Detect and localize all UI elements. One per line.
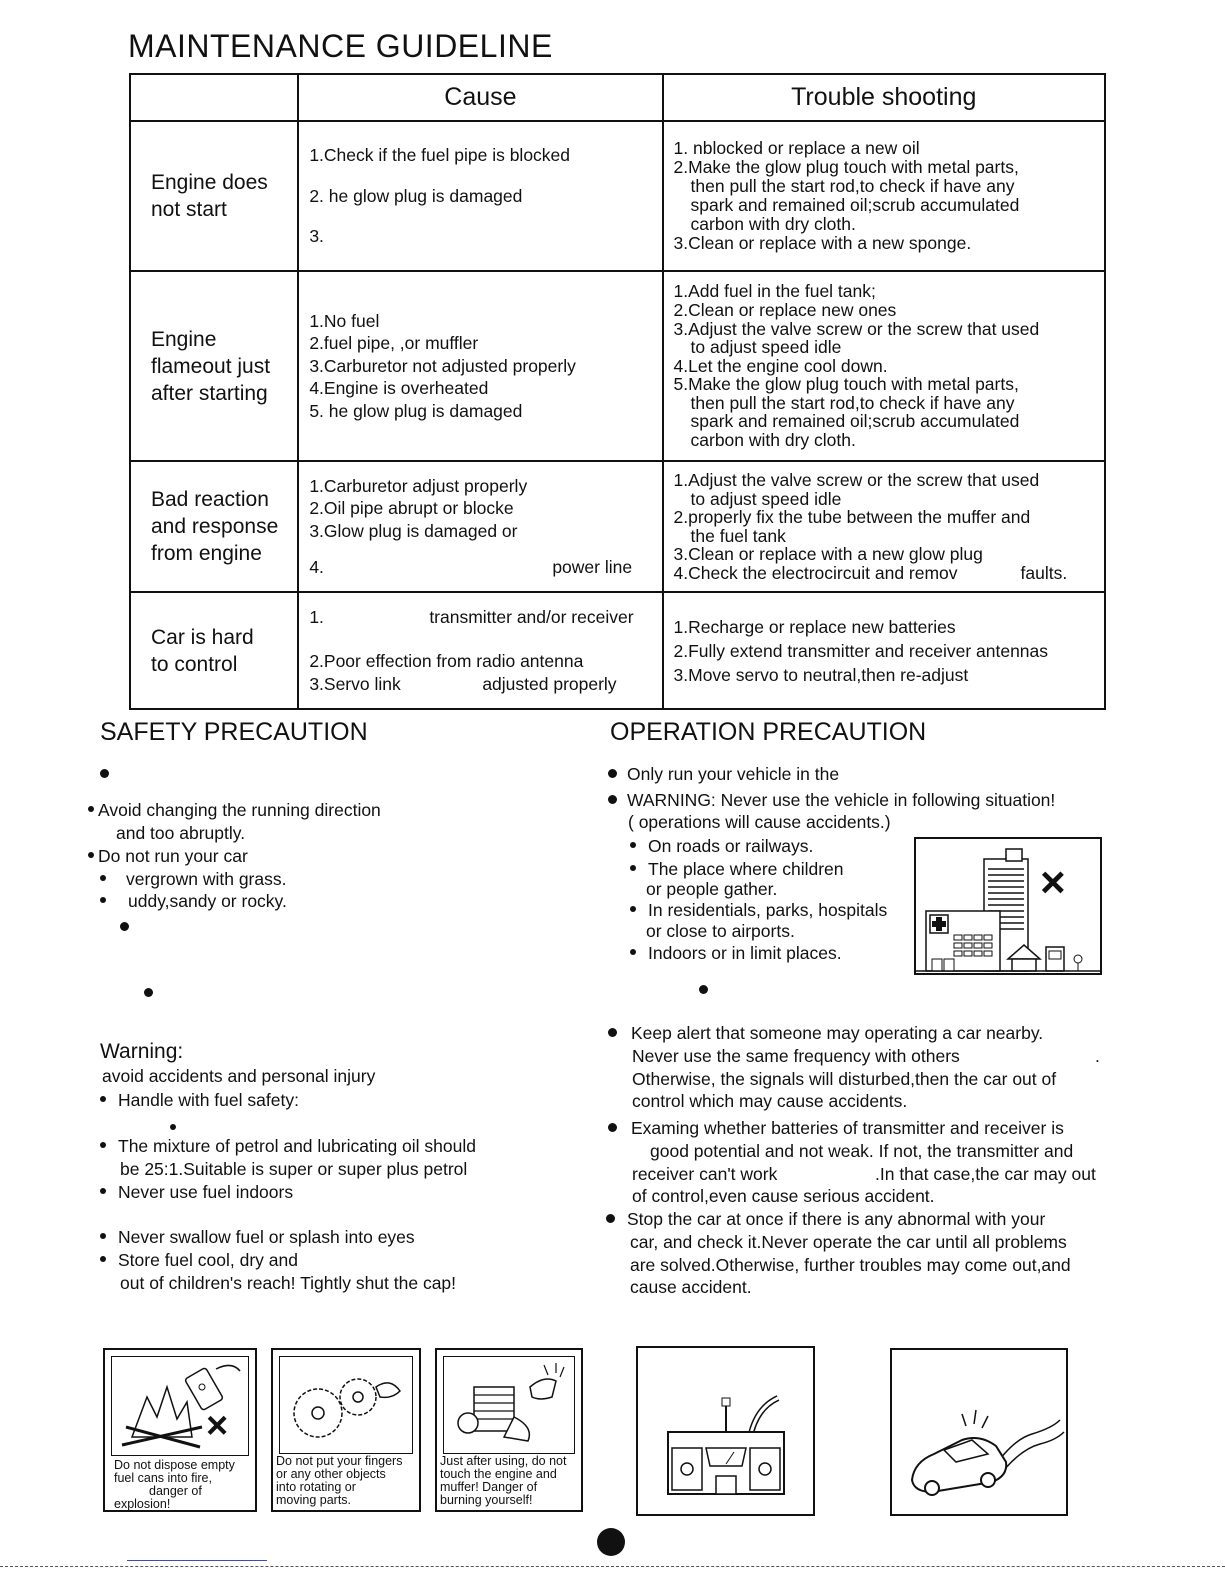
- fix-cell: [663, 461, 1105, 592]
- fix-line: 2.properly fix the tube between the muffer and: [673, 507, 1031, 527]
- cause-line-1: [309, 606, 653, 629]
- cause-line: 3.Servo link: [309, 673, 401, 694]
- table-row: [130, 121, 1105, 271]
- operation-line: [630, 942, 842, 965]
- fix-line: 3.Clean or replace with a new sponge.: [673, 233, 972, 253]
- warning-line: out of children's reach! Tightly shut the cap!: [120, 1273, 457, 1293]
- cause-cell: [298, 592, 662, 709]
- operation-text: Keep alert that someone may operating a car nearby.: [631, 1023, 1044, 1043]
- cause-line-tail: power line: [552, 557, 633, 577]
- warning-line: [100, 1226, 415, 1249]
- operation-line: cause accident.: [630, 1277, 752, 1297]
- symptom-line: Engine: [151, 327, 217, 351]
- warning-line: [100, 1135, 476, 1158]
- link-underline: [127, 1560, 267, 1561]
- cross-icon: ×: [206, 1405, 229, 1447]
- fix-line: 4.Let the engine cool down.: [673, 355, 888, 376]
- table-row: [130, 271, 1105, 461]
- cause-line: 3.Glow plug is damaged or: [309, 520, 518, 541]
- fire-warning-picture: [103, 1348, 257, 1512]
- operation-paragraph: [606, 1208, 1045, 1231]
- fix-line: 2.Make the glow plug touch with metal parts,: [673, 157, 1019, 177]
- operation-line: [630, 899, 887, 922]
- symptom-line: Car is hard: [151, 625, 254, 649]
- caption-line: danger of: [149, 1484, 202, 1498]
- transmitter-picture: [636, 1346, 815, 1516]
- bullet-icon: [88, 852, 94, 858]
- safety-line: [88, 799, 381, 822]
- bullet-icon: [170, 1124, 176, 1130]
- operation-paragraph: [608, 1117, 1064, 1140]
- operation-text: In residentials, parks, hospitals: [648, 900, 888, 920]
- operation-title: OPERATION PRECAUTION: [610, 718, 927, 746]
- engine-warning-picture: [435, 1348, 583, 1512]
- fix-line: to adjust speed idle: [690, 488, 842, 509]
- bullet-icon: [630, 906, 636, 912]
- header-blank: [130, 74, 298, 121]
- symptom-line: to control: [151, 652, 238, 676]
- bullet-icon: [144, 988, 153, 997]
- page-divider: [0, 1566, 1225, 1567]
- warning-line: [100, 1089, 299, 1112]
- warning-text: Handle with fuel safety:: [118, 1090, 299, 1110]
- fix-line: carbon with dry cloth.: [690, 430, 856, 451]
- gears-hand-icon: [280, 1357, 412, 1453]
- bullet-icon: [630, 865, 636, 871]
- engine-hand-icon: [444, 1357, 574, 1453]
- cause-cell: [298, 461, 662, 592]
- caption-line: moving parts.: [276, 1493, 352, 1507]
- cause-cell: [298, 121, 662, 271]
- cause-line-tail: adjusted properly: [482, 673, 617, 694]
- operation-line: good potential and not weak. If not, the transmitter and: [650, 1141, 1074, 1161]
- fix-line: 5.Make the glow plug touch with metal parts,: [673, 374, 1019, 395]
- fix-line: to adjust speed idle: [690, 337, 842, 358]
- operation-paragraph: [608, 1022, 1043, 1045]
- header-troubleshooting: Trouble shooting: [663, 74, 1105, 121]
- operation-line: [630, 835, 813, 858]
- operation-line: .In that case,the car may out: [875, 1164, 1096, 1184]
- warning-line: avoid accidents and personal injury: [102, 1066, 376, 1086]
- fix-cell: [663, 121, 1105, 271]
- fix-line-tail: faults.: [1020, 562, 1068, 583]
- fix-line: carbon with dry cloth.: [690, 214, 856, 234]
- caption-line: Do not dispose empty: [114, 1458, 235, 1472]
- bullet-icon: [100, 1188, 106, 1194]
- car-picture: [890, 1348, 1068, 1516]
- fix-line: the fuel tank: [690, 525, 786, 546]
- safety-line: [100, 890, 287, 913]
- symptom-cell: [130, 592, 298, 709]
- fix-line: 3.Adjust the valve screw or the screw that used: [673, 318, 1040, 339]
- caption-line: fuel cans into fire,: [114, 1471, 212, 1485]
- operation-line: of control,even cause serious accident.: [632, 1186, 935, 1206]
- operation-text: Indoors or in limit places.: [648, 943, 842, 963]
- operation-line: [608, 789, 1055, 812]
- maintenance-table: [129, 73, 1106, 710]
- cause-line-3: [309, 673, 653, 696]
- bullet-icon: [608, 1028, 617, 1037]
- operation-line: control which may cause accidents.: [632, 1091, 908, 1111]
- bullet-icon: [88, 806, 94, 812]
- safety-text: Avoid changing the running direction: [98, 800, 381, 820]
- symptom-line: flameout just: [151, 354, 271, 378]
- bullet-icon: [606, 1214, 615, 1223]
- operation-text: Only run your vehicle in the: [627, 764, 840, 784]
- cause-line-tail: transmitter and/or receiver: [429, 606, 634, 627]
- cause-line: 1.Carburetor adjust properly: [309, 475, 528, 496]
- symptom-line: and response: [151, 515, 279, 538]
- operation-line: [608, 763, 839, 786]
- bullet-icon: [120, 922, 129, 931]
- operation-line: receiver can't work: [632, 1164, 778, 1184]
- fix-cell: [663, 271, 1105, 461]
- operation-text: Stop the car at once if there is any abnormal with your: [627, 1209, 1046, 1229]
- transmitter-icon: [638, 1348, 813, 1514]
- cause-line: 3.: [309, 226, 324, 247]
- cause-line: 2.Poor effection from radio antenna: [309, 651, 584, 672]
- symptom-cell: [130, 461, 298, 592]
- fix-line: spark and remained oil;scrub accumulated: [690, 195, 1020, 215]
- operation-text: Examing whether batteries of transmitter and receiver is: [631, 1118, 1064, 1138]
- operation-line: Never use the same frequency with others: [632, 1046, 960, 1066]
- caption-line: explosion!: [114, 1497, 171, 1511]
- warning-text: Store fuel cool, dry and: [118, 1250, 298, 1270]
- cause-line: 4.Engine is overheated: [309, 378, 489, 399]
- fix-cell: [663, 592, 1105, 709]
- cause-line: 1.No fuel: [309, 310, 380, 331]
- warning-title: Warning:: [100, 1040, 184, 1063]
- table-header-row: [130, 74, 1105, 121]
- fix-line: then pull the start rod,to check if have any: [690, 176, 1015, 196]
- caption-line: Do not put your fingers: [276, 1454, 403, 1468]
- fix-line: 2.Clean or replace new ones: [673, 299, 897, 320]
- cause-line: 2.fuel pipe, ,or muffler: [309, 333, 479, 354]
- bullet-icon: [608, 769, 617, 778]
- caption-line: into rotating or: [276, 1480, 356, 1494]
- bullet-icon: [100, 1233, 106, 1239]
- warning-text: Never use fuel indoors: [118, 1182, 294, 1202]
- symptom-line: Engine does: [151, 171, 268, 194]
- city-buildings-icon: [916, 839, 1100, 973]
- caption-line: Just after using, do not: [440, 1454, 567, 1468]
- safety-text: vergrown with grass.: [126, 869, 287, 889]
- fix-line: then pull the start rod,to check if have any: [690, 392, 1015, 413]
- bullet-icon: [100, 769, 109, 778]
- fix-line: 2.Fully extend transmitter and receiver antennas: [673, 640, 1049, 661]
- page-marker-dot: [597, 1528, 625, 1556]
- warning-line: [100, 1249, 298, 1272]
- header-cause: Cause: [298, 74, 662, 121]
- symptom-cell: [130, 271, 298, 461]
- table-row: [130, 592, 1105, 709]
- symptom-line: after starting: [151, 381, 268, 405]
- cause-line: 2.Oil pipe abrupt or blocke: [309, 498, 514, 518]
- operation-line: ( operations will cause accidents.): [628, 812, 891, 832]
- safety-line: [88, 845, 248, 868]
- bullet-icon: [608, 795, 617, 804]
- bullet-icon: [100, 1256, 106, 1262]
- cause-line: 1.Check if the fuel pipe is blocked: [309, 145, 571, 166]
- picture-frame: [111, 1356, 249, 1456]
- symptom-line: not start: [151, 198, 227, 221]
- bullet-icon: [100, 875, 106, 881]
- table-row: [130, 461, 1105, 592]
- bullet-icon: [630, 949, 636, 955]
- fix-line: 3.Clean or replace with a new glow plug: [673, 544, 983, 564]
- warning-line: [100, 1181, 293, 1204]
- symptom-cell: [130, 121, 298, 271]
- cause-line: 1.: [309, 606, 324, 627]
- symptom-line: Bad reaction: [151, 488, 269, 511]
- safety-title: SAFETY PRECAUTION: [100, 718, 368, 746]
- bullet-icon: [608, 1123, 617, 1132]
- bullet-icon: [100, 1096, 106, 1102]
- operation-line: are solved.Otherwise, further troubles may come out,and: [630, 1255, 1071, 1275]
- fix-line: 1. nblocked or replace a new oil: [673, 138, 920, 158]
- bullet-icon: [100, 897, 106, 903]
- fix-line: 1.Add fuel in the fuel tank;: [673, 281, 876, 302]
- symptom-line: from engine: [151, 542, 262, 565]
- gears-warning-picture: [271, 1348, 421, 1512]
- warning-line: be 25:1.Suitable is super or super plus petrol: [120, 1159, 468, 1179]
- fix-line: 4.Check the electrocircuit and remov: [673, 562, 958, 583]
- caption-line: touch the engine and: [440, 1467, 557, 1481]
- warning-text: The mixture of petrol and lubricating oil should: [118, 1136, 476, 1156]
- picture-frame: [443, 1356, 575, 1454]
- caption-line: burning yourself!: [440, 1493, 533, 1507]
- operation-line: Otherwise, the signals will disturbed,then the car out of: [632, 1069, 1057, 1089]
- bullet-icon: [699, 985, 708, 994]
- operation-line: car, and check it.Never operate the car until all problems: [630, 1232, 1067, 1252]
- fix-line: 1.Adjust the valve screw or the screw that used: [673, 470, 1040, 490]
- fix-line: spark and remained oil;scrub accumulated: [690, 411, 1020, 432]
- caption-line: muffer! Danger of: [440, 1480, 538, 1494]
- cause-line: 2. he glow plug is damaged: [309, 185, 523, 206]
- safety-text: Do not run your car: [98, 846, 248, 866]
- safety-line: [100, 868, 286, 891]
- safety-text: uddy,sandy or rocky.: [128, 891, 287, 911]
- operation-line: or people gather.: [646, 879, 778, 899]
- operation-text: WARNING: Never use the vehicle in following situation!: [627, 790, 1056, 810]
- caption-line: or any other objects: [276, 1467, 386, 1481]
- bullet-icon: [100, 1142, 106, 1148]
- cause-cell: [298, 271, 662, 461]
- operation-line: or close to airports.: [646, 921, 795, 941]
- fix-line-4: [674, 564, 1096, 583]
- cause-line: 4.: [309, 557, 324, 577]
- picture-frame: [279, 1356, 413, 1454]
- fix-line: 1.Recharge or replace new batteries: [673, 616, 956, 637]
- warning-text: Never swallow fuel or splash into eyes: [118, 1227, 415, 1247]
- operation-text: The place where children: [648, 859, 844, 879]
- maintenance-title: MAINTENANCE GUIDELINE: [128, 28, 553, 64]
- cross-icon: ×: [1040, 858, 1066, 907]
- cause-line: 5. he glow plug is damaged: [309, 400, 523, 421]
- operation-line: .: [1095, 1046, 1100, 1066]
- bullet-icon: [630, 842, 636, 848]
- safety-line: and too abruptly.: [116, 823, 246, 843]
- race-car-icon: [892, 1350, 1066, 1514]
- fix-line: 3.Move servo to neutral,then re-adjust: [673, 664, 969, 685]
- operation-text: On roads or railways.: [648, 836, 814, 856]
- cause-line-4: [309, 556, 653, 579]
- city-picture: [914, 837, 1102, 975]
- cause-line: 3.Carburetor not adjusted properly: [309, 355, 576, 376]
